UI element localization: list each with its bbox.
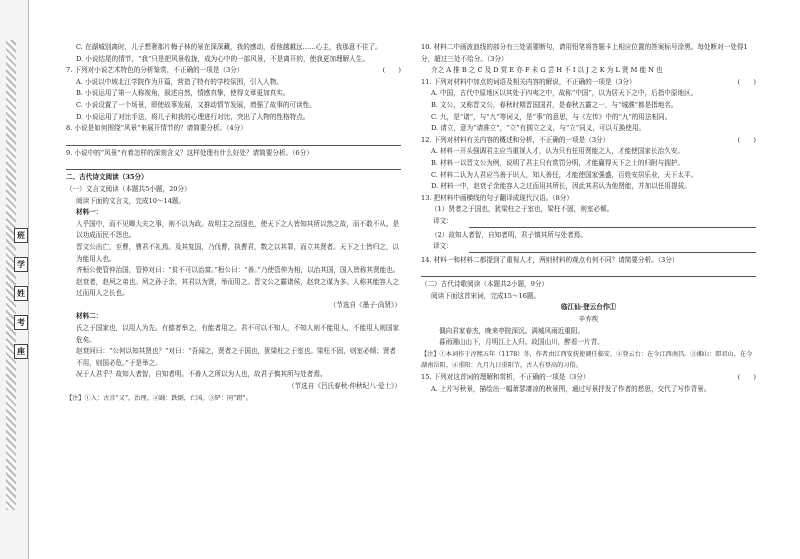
translation-input[interactable]	[469, 242, 756, 253]
poem-author: 辛弃疾	[578, 315, 599, 324]
q12-option-c: C. 材料二认为人君应当善于识人，知人善任，才能使国家强盛，百姓安居乐业，天下太平。	[431, 170, 698, 179]
subsection-2-instruction: 阅读下面这首宋词，完成15～16题。	[431, 291, 541, 300]
q6-option-d: D. 小说结尾的情节，“我”只是把风景收拢，成为心中的一部风景，不是离开的，使我更加理解人生。	[76, 54, 369, 63]
poem-line: 暮雨湘山山下，月明江上人归。故国山川，醉看一片青。	[439, 338, 604, 347]
answer-line[interactable]	[421, 266, 756, 277]
binding-label: 班	[14, 228, 28, 243]
q6-option-c: C. 在湖城别离时，儿子想奢那片梅子林的景在深深藏，我的感动，看他越越远……心主，我那意不住了。	[76, 43, 382, 51]
material-1-source: （节选自《墨子·尚贤》）	[329, 300, 401, 309]
q7-option-a: A. 小说以中坡北江学院作为开篇，营造了特有的学校氛围，引入人物。	[76, 77, 283, 86]
poem-title: 临江仙·登云台作①	[560, 303, 617, 312]
material-2-para: 况于人君乎？故知人者智，自知者明。不善人之所以为人也，故君子慎其所与处者焉。	[76, 370, 327, 379]
q8-stem: 8. 小说是如何围绕“风景”来展开情节的？请简要分析。（4分）	[66, 124, 247, 133]
q11-option-d: D. 请立，意为“请准立”，“立”有拥立之义，与“立”同义，可以互换使用。	[431, 124, 646, 133]
q11-option-b: B. 文公，又称晋文公，春秋时期晋国国君，是春秋五霸之一，与“城濮”都是指地名。	[431, 100, 678, 109]
material-1-para: 晋文公出亡，至曹，曹君不礼焉。及其复国，乃伐曹，执曹君，数之以其罪，而立其贤者。天下之士皆归之，以为能用人也。	[76, 242, 400, 263]
q12-stem: 12. 下列对材料有关内容的概述和分析，不正确的一项是（3分） ( )	[421, 135, 756, 144]
q7-option-c: C. 小说设置了一个场景，即使故事发展，又推动情节发展，增强了故事的可读性。	[76, 100, 316, 109]
binding-label: 学	[14, 257, 28, 272]
subsection-1-heading: （一）文言文阅读（本题共5小题，20分）	[66, 184, 191, 193]
right-column	[421, 42, 756, 395]
poem-line: 偶向君家春杰，晚来亭院深沉。满城风雨近重阳。	[439, 326, 585, 335]
binding-label: 座	[14, 344, 28, 359]
material-1-para: 齐桓公使管仲治国，管仲对曰：“贫不可以治富。”桓公曰：“善。”乃使管仲为相，以治其国，国人皆称其贤能也。	[76, 266, 400, 275]
translation-label: 译文：	[433, 242, 453, 251]
q9-stem: 9. 小说中的“风景”有着怎样的深刻含义？这样处理有什么好处？请简要分析。（6分）	[66, 148, 313, 157]
q10-sequence: 介之 A 推 B 之 C 及 D 赏 E 亦 F 未 G 尝 H 不 I 以 J 之 K 为 L 贤 M 能 N 也	[431, 66, 663, 75]
translation-line-2	[421, 241, 756, 253]
q12-option-d: D. 材料一中，赵衰子余能容人之过而用其所长，因此其君认为他贤能，并加以任用提拔。	[431, 182, 691, 191]
poem-footnote: 【注】①本词作于淳熙五年（1178）冬，作者由江西安抚使调任临安。②登云台：在今江西南昌。③湘山：即君山，在今湖南岳阳。④重阳：九月九日重阳节，古人有登高的习俗。	[421, 350, 753, 370]
q12-option-a: A. 材料一开头强调君主应当重视人才，认为只有任用贤能之人，才能使国家长治久安。	[431, 147, 684, 156]
material-1-label: 材料一：	[76, 208, 103, 217]
q7-option-d: D. 小说运用了对比手法，将儿子和我的心理进行对比，突出了人物的性格特点。	[76, 112, 310, 121]
binding-label: 考	[14, 315, 28, 330]
material-2-source: （节选自《吕氏春秋·仲秋纪八·爱士》）	[288, 382, 401, 391]
binding-labels	[14, 228, 28, 373]
material-2-para: 赵衰问曰：“公何以知其贤也？”对曰：“吾闻之，贤者之于国也，犹梁柱之于室也。梁柱不固，则室必倾；贤者不用，则国必危。”于是举之。	[76, 347, 397, 367]
translation-label: 译文：	[433, 216, 453, 225]
material-1-para: 赵衰者，赵夙之弟也。夙之孙子余，其君以为贤，举而用之。晋文公之霸诸侯，赵衰之谋为多。人称其能容人之过而用人之长也。	[76, 277, 400, 298]
material-2-label: 材料二：	[76, 312, 103, 321]
subsection-2-heading: （二）古代诗歌阅读（本题共2小题，9分）	[421, 280, 549, 289]
q10-stem: 10. 材料二中画波浪线的部分有三处需要断句，请用铅笔将答题卡上相应位置的答案标号涂黑。每处断对一处得1分，超过三处不给分。（3分）	[421, 43, 748, 63]
q7-stem: 7. 下列对小说艺术特色的分析鉴赏，不正确的一项是（3分） ( )	[66, 66, 401, 75]
q12-option-b: B. 材料一以晋文公为例，说明了君主只有赏罚分明，才能赢得天下之士的归附与拥护。	[431, 158, 685, 167]
material-1-para: 入乎国中，而不见卿大夫之事，则不以为政。故明主之治国也，使天下之人皆知其所以然之故，而不敢不从。是以功成而民不怨也。	[76, 219, 400, 240]
section-2-heading: 二、古代诗文阅读（35分）	[66, 173, 148, 182]
material-2-para: 氏之于国家也，以用人为先。有德者举之，有能者用之。君不可以不知人，不知人则不能用人，不能用人则国家危矣。	[76, 324, 400, 344]
subsection-1-instruction: 阅读下面的文言文，完成10～14题。	[76, 196, 186, 205]
answer-line[interactable]	[66, 135, 401, 146]
translation-line-1	[421, 216, 756, 228]
q15-stem: 15. 下列对这首词的理解和赏析，不正确的一项是（3分） ( )	[421, 373, 756, 382]
q11-option-c: C. 九，是“诸”，与“九”等词义，是“事”的意思，与《左传》中的“九”的用法相同。	[431, 112, 672, 121]
q7-option-b: B. 小说运用了第一人称视角，叙述自然，情感真挚，使得文章更加真实。	[76, 89, 290, 98]
answer-line[interactable]	[66, 159, 401, 170]
footnote: 【注】①入：古音“又”，治理。②踊：跌倒，亡国。③铲：同“蹬”。	[66, 394, 252, 402]
binding-margin	[0, 0, 29, 559]
q13-sentence-2: （2）故知人者智，自知者明，君子慎其所与处者焉。	[431, 230, 587, 239]
q11-stem: 11. 下列对材料中加点的词语及相关内容的解说，不正确的一项是（3分） ( )	[421, 77, 756, 86]
translation-input[interactable]	[469, 217, 756, 228]
binding-label: 姓	[14, 286, 28, 301]
q11-option-a: A. 中国，古代中原地区以其处于四夷之中，故称“中国”，以为居天下之中，后指中原地区。	[431, 89, 698, 98]
left-column	[66, 42, 401, 404]
q15-option-a: A. 上片写秋景，描绘出一幅萧瑟凄凉的秋景图，通过写景抒发了作者的愁思，交代了写作背景。	[431, 384, 711, 393]
q13-sentence-1: （1）贤者之于国也，犹梁柱之于室也，梁柱不固，则室必倾。	[431, 205, 614, 214]
q14-stem: 14. 材料一和材料二都提到了重视人才，两则材料的观点有何不同？请简要分析。（3分）	[421, 255, 679, 264]
q13-stem: 13. 把材料中画横线的句子翻译成现代汉语。（8分）	[421, 193, 573, 202]
